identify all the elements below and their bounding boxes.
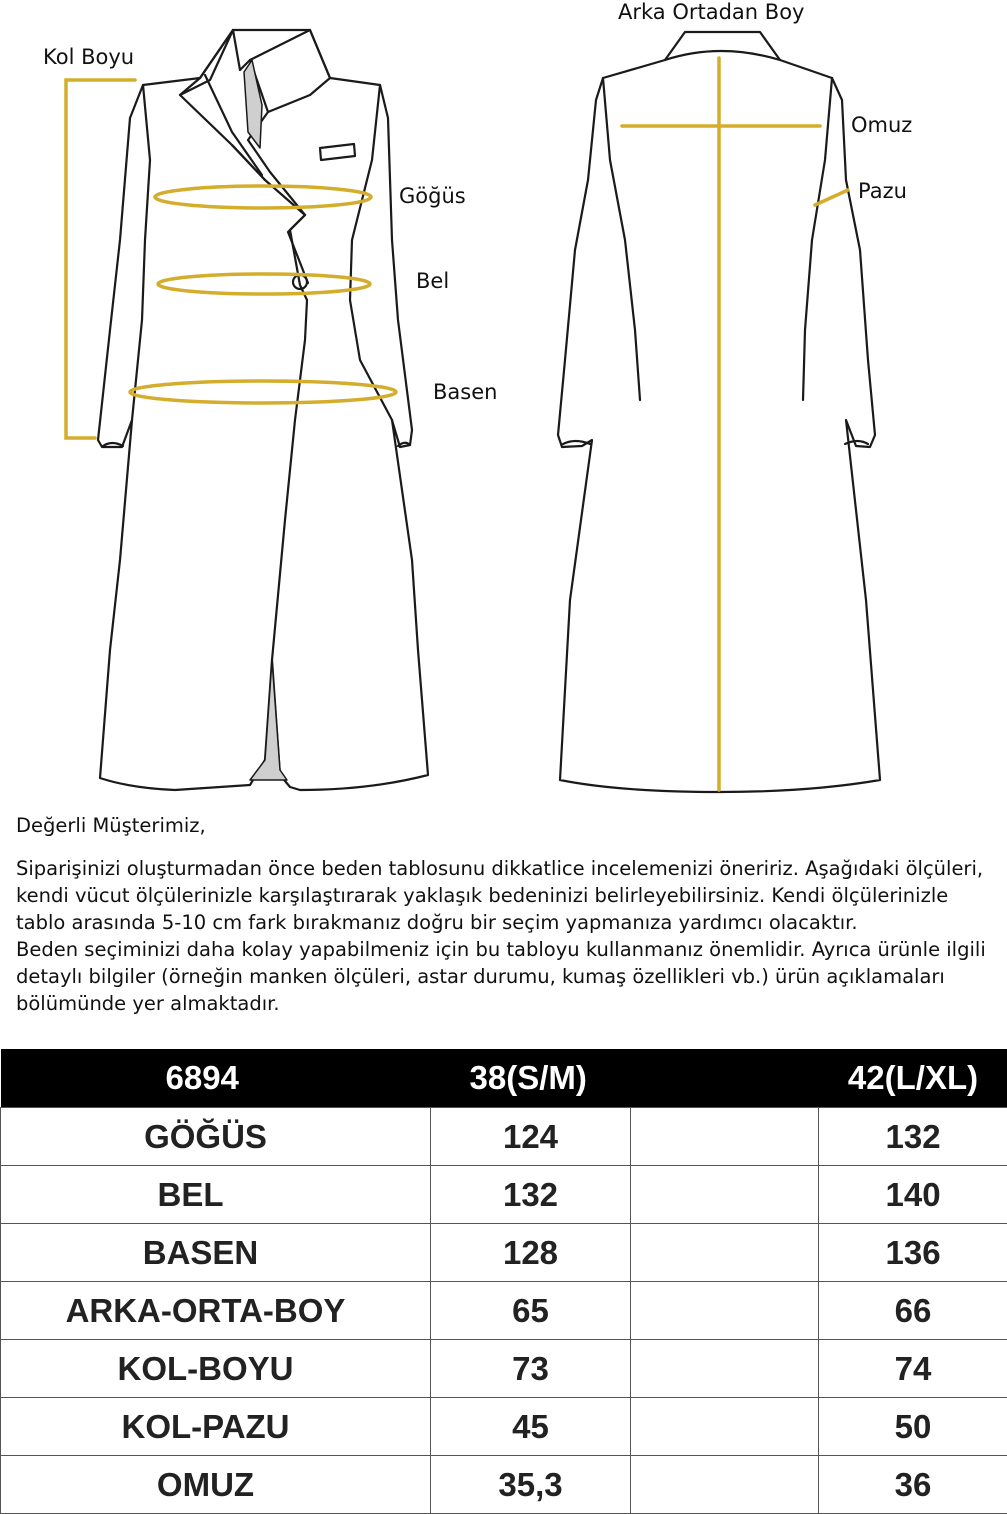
size-sm-value: 128	[431, 1224, 631, 1282]
size-lxl-value: 132	[819, 1108, 1007, 1166]
table-row	[1, 1340, 1007, 1398]
measure-hips	[130, 381, 396, 403]
label-pazu: Pazu	[858, 179, 907, 203]
table-row	[1, 1224, 1007, 1282]
row-label: ARKA-ORTA-BOY	[1, 1282, 431, 1340]
measure-sleeve-length	[66, 80, 135, 438]
row-label: GÖĞÜS	[1, 1108, 431, 1166]
empty-cell	[631, 1108, 819, 1166]
coat-front-drawing	[98, 30, 428, 790]
greeting: Değerli Müşterimiz,	[16, 812, 991, 839]
size-lxl-value: 74	[819, 1340, 1007, 1398]
row-label: KOL-BOYU	[1, 1340, 431, 1398]
empty-cell	[631, 1456, 819, 1514]
header-product-code: 6894	[1, 1049, 431, 1108]
empty-cell	[631, 1398, 819, 1456]
label-basen: Basen	[433, 380, 497, 404]
intro-paragraph-2: Beden seçiminizi daha kolay yapabilmeniz için bu tabloyu kullanmanız önemlidir. Ayrıca ürünle ilgili detaylı bilgiler (örneğin manken ölçüleri, astar durumu, kumaş özellikleri vb.) ürün açıklamaları bölümünde yer almaktadır.	[16, 936, 991, 1017]
intro-text	[16, 812, 991, 1017]
intro-paragraph-1: Siparişinizi oluşturmadan önce beden tablosunu dikkatlice incelemenizi öneririz. Aşağıdaki ölçüleri, kendi vücut ölçülerinizle karşılaştırarak yaklaşık bedeninizi belirleyebilirsiniz. Kendi ölçülerinizle tablo arasında 5-10 cm fark bırakmanız doğru bir seçim yapmanıza yardımcı olacaktır.	[16, 855, 991, 936]
size-lxl-value: 66	[819, 1282, 1007, 1340]
label-omuz: Omuz	[851, 113, 912, 137]
empty-cell	[631, 1224, 819, 1282]
label-arka-ortadan-boy: Arka Ortadan Boy	[618, 0, 804, 24]
size-sm-value: 45	[431, 1398, 631, 1456]
empty-cell	[631, 1282, 819, 1340]
row-label: OMUZ	[1, 1456, 431, 1514]
table-header-row	[1, 1049, 1007, 1108]
empty-cell	[631, 1340, 819, 1398]
measure-waist	[158, 274, 370, 294]
size-lxl-value: 36	[819, 1456, 1007, 1514]
size-sm-value: 73	[431, 1340, 631, 1398]
size-sm-value: 35,3	[431, 1456, 631, 1514]
measure-chest	[155, 186, 371, 208]
size-sm-value: 65	[431, 1282, 631, 1340]
table-row	[1, 1166, 1007, 1224]
empty-cell	[631, 1166, 819, 1224]
size-lxl-value: 136	[819, 1224, 1007, 1282]
label-bel: Bel	[416, 269, 449, 293]
row-label: KOL-PAZU	[1, 1398, 431, 1456]
header-size-sm: 38(S/M)	[431, 1049, 819, 1108]
row-label: BEL	[1, 1166, 431, 1224]
table-row	[1, 1456, 1007, 1514]
size-table	[0, 1049, 1007, 1514]
size-sm-value: 132	[431, 1166, 631, 1224]
label-kol-boyu: Kol Boyu	[43, 45, 134, 69]
size-sm-value: 124	[431, 1108, 631, 1166]
header-size-lxl: 42(L/XL)	[819, 1049, 1007, 1108]
row-label: BASEN	[1, 1224, 431, 1282]
size-lxl-value: 50	[819, 1398, 1007, 1456]
table-row	[1, 1398, 1007, 1456]
table-row	[1, 1282, 1007, 1340]
label-gogus: Göğüs	[399, 184, 466, 208]
table-row	[1, 1108, 1007, 1166]
size-lxl-value: 140	[819, 1166, 1007, 1224]
